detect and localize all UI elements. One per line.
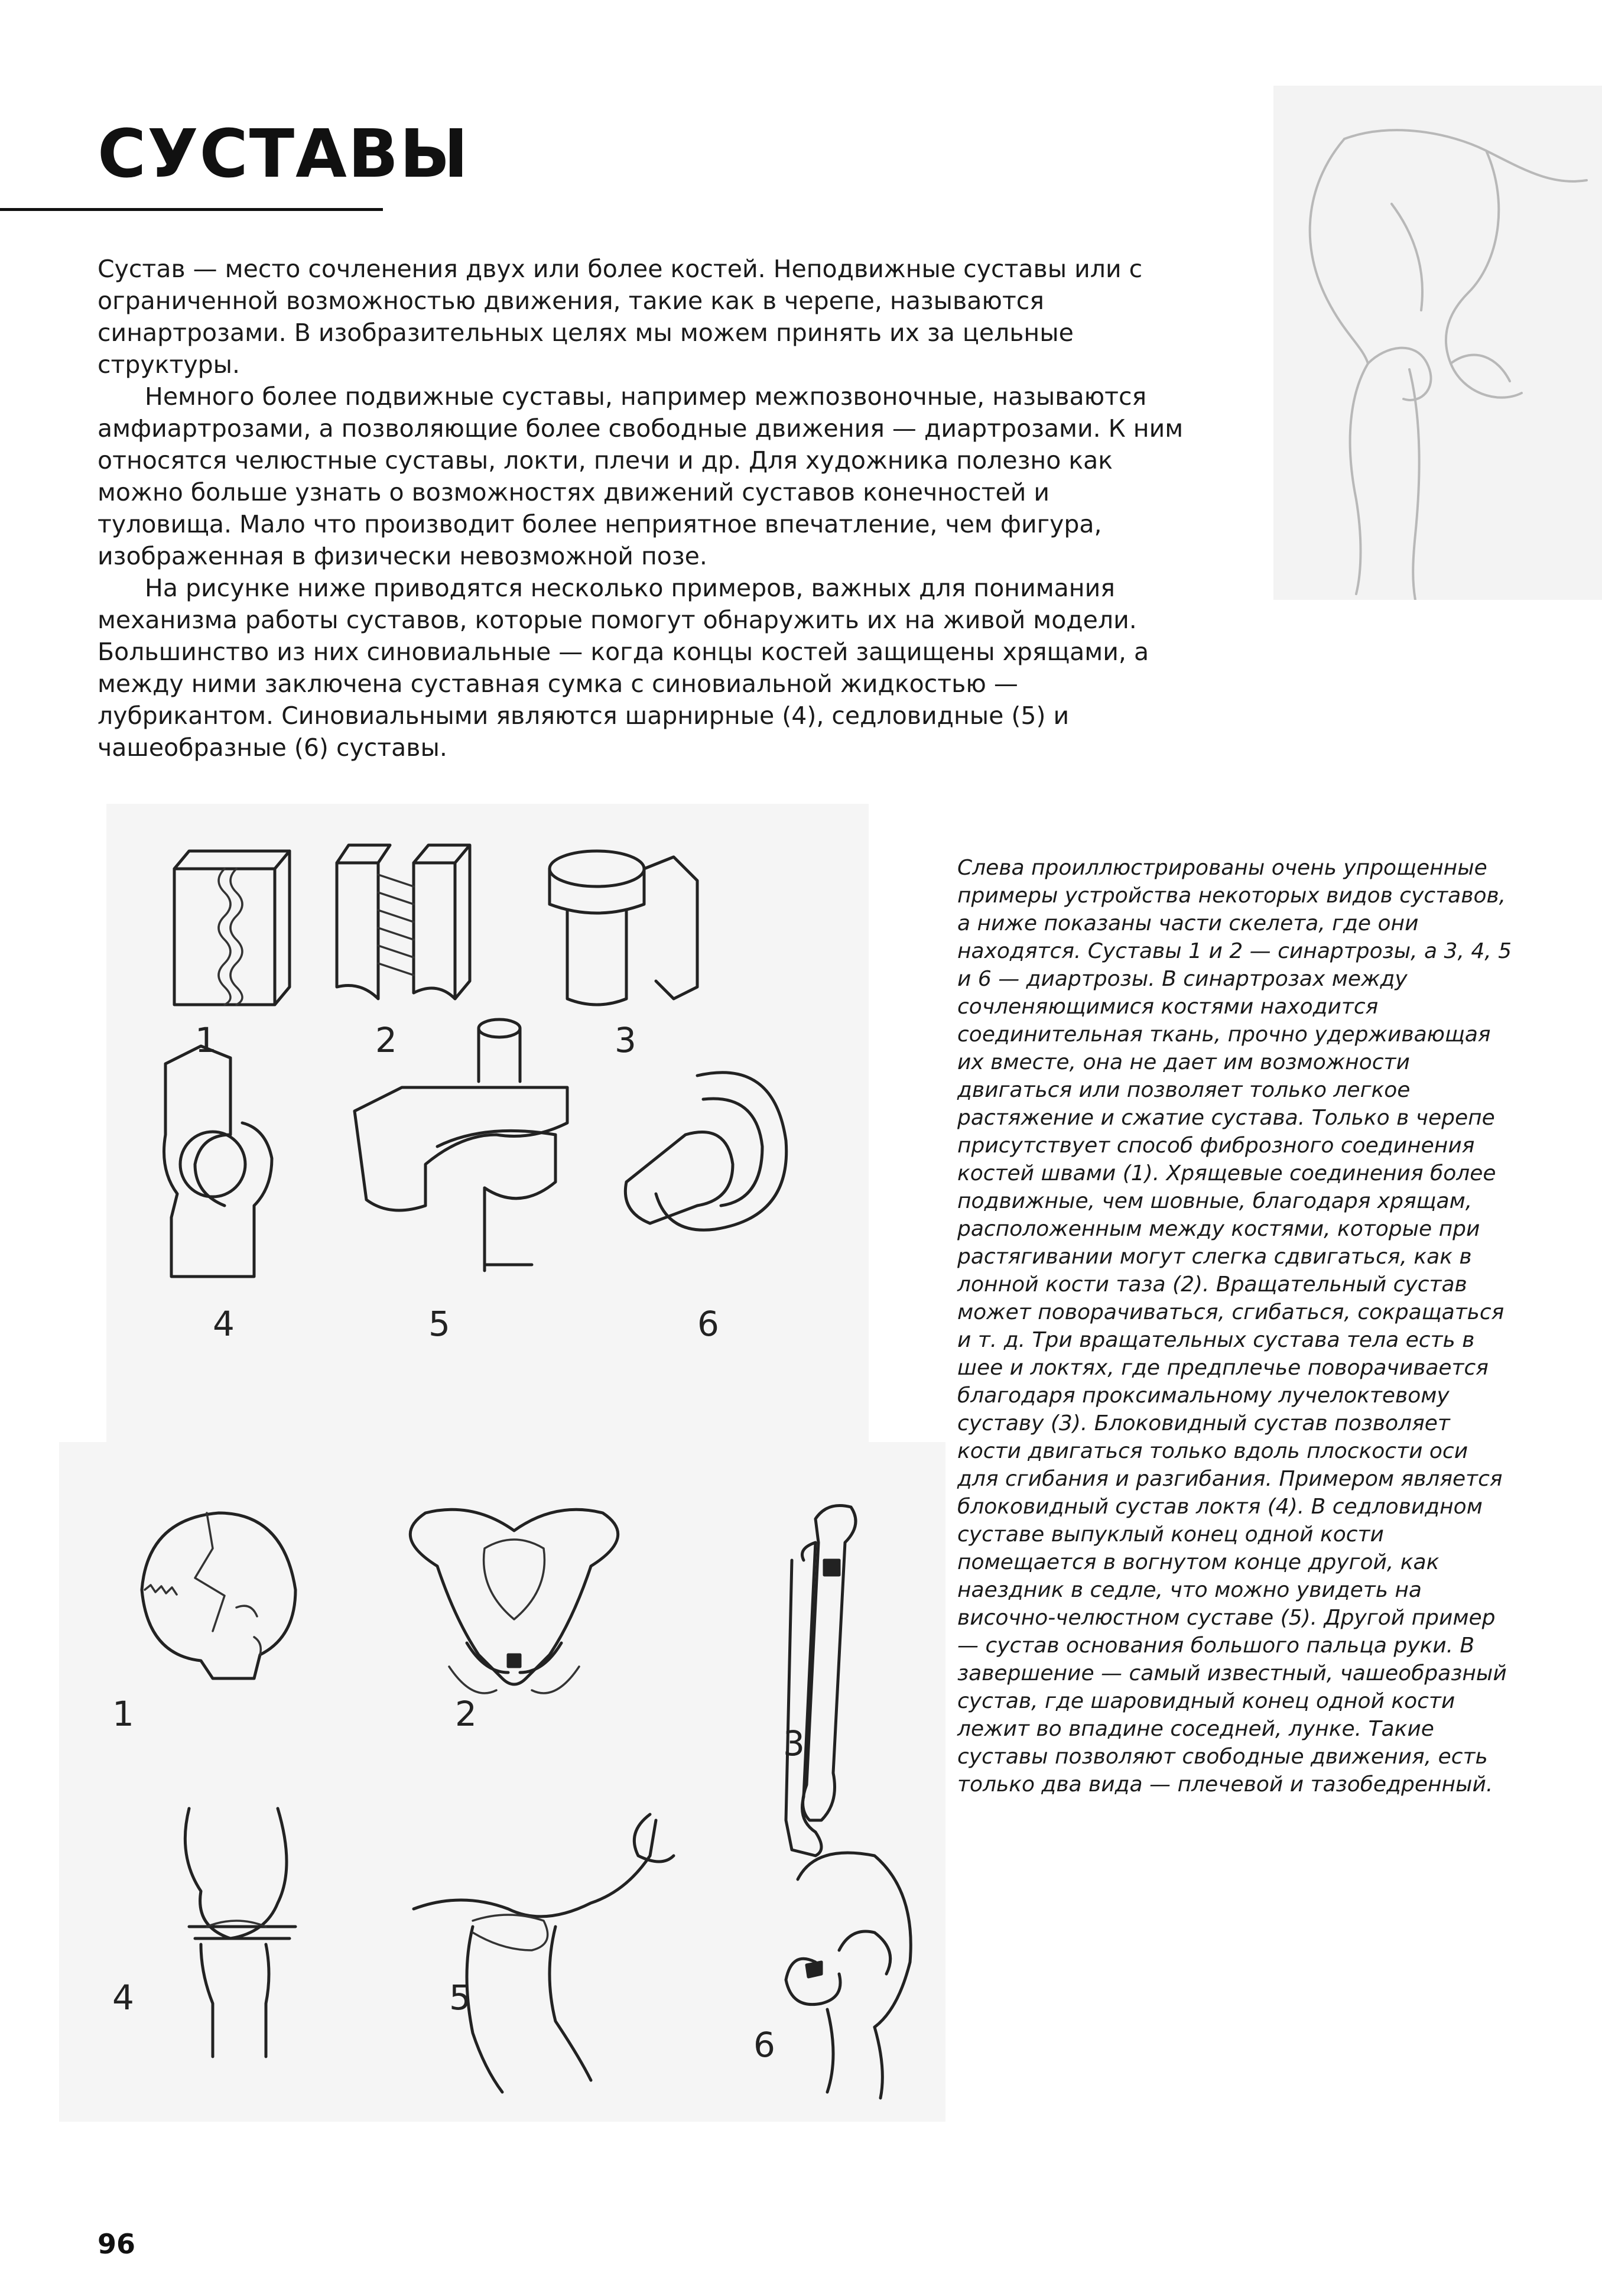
figure-caption: Слева проиллюстрированы очень упрощенные примеры устройства некоторых видов суставов, а ниже показаны части скелета, где они находятся. Суставы 1 и 2 — синартрозы, а 3, 4, 5 и 6 — диартрозы. В синартрозах между сочленяющимися костями находится соединительная ткань, прочно удерживающая их вместе, она не дает им возможности двигаться или позволяет только легкое растяжение и сжатие сустава. Только в черепе присутствует способ фиброзного соединения костей швами (1). Хрящевые соединения более подвижные, чем шовные, благодаря хрящам, расположенным между костями, которые при растягивании могут слегка сдвигаться, как в лонной кости таза (2). Вращательный сустав может поворачиваться, сгибаться, сокращаться и т. д. Три вращательных сустава тела есть в шее и локтях, где предплечье поворачивается благодаря проксимальному лучелоктевому суставу (3). Блоковидный сустав позволяет кости двигаться только вдоль плоскости оси для сгибания и разгибания. Примером является блоковидный сустав локтя (4). В седловидном суставе выпуклый конец одной кости помещается в вогнутом конце другой, как наездник в седле, что можно увидеть на височно-челюстном суставе (5). Другой пример — сустав основания большого пальца руки. В завершение — самый известный, чашеобразный сустав, где шаровидный конец одной кости лежит во впадине соседней, лунке. Такие суставы позволяют свободные движения, есть только два вида — плечевой и тазобедренный. [957,856,1512,1797]
model-label: 3 [615,1020,636,1060]
model-label: 6 [697,1304,719,1344]
skeleton-label: 5 [449,1977,471,2018]
skeleton-label: 2 [455,1694,477,1734]
model-label: 4 [213,1304,235,1344]
corner-pelvis-sketch [1273,86,1602,600]
intro-paragraph: Немного более подвижные суставы, например межпозвоночные, называются амфиартрозами, а позволяющие более свободные движения — диартрозами. К ним относятся челюстные суставы, локти, плечи и др. Для художника полезно как можно больше узнать о возможностях движений суставов конечностей и туловища. Мало что производит более неприятное впечатление, чем фигура, изображенная в физически невозможной позе. [98,382,1184,570]
model-label: 5 [428,1304,450,1344]
joint-models-drawing [106,804,869,1442]
pivot-cylinder-model [550,851,697,1005]
knee-joint-sketch [185,1808,295,2057]
cartilage-block-model [337,845,470,999]
corner-pelvis-drawing [1273,86,1602,600]
intro-paragraph: Сустав — место сочленения двух или более костей. Неподвижные суставы или с ограниченной возможностью движения, такие как в черепе, называются синартрозами. В изобразительных целях мы можем принять их за цельные структуры. [98,255,1143,379]
suture-block-model [174,851,290,1005]
pelvis-sketch [410,1509,618,1693]
jaw-joint-sketch [414,1814,674,2092]
page-number: 96 [98,2228,136,2260]
skeleton-label: 4 [112,1977,134,2018]
page-title: СУСТАВЫ [98,116,470,193]
ball-socket-joint-model [625,1073,786,1230]
model-label: 2 [375,1020,397,1060]
skeleton-parts-figure [59,1442,945,2122]
hip-joint-sketch [786,1853,911,2098]
skeleton-label: 3 [783,1723,805,1764]
skull-sketch [142,1513,295,1678]
forearm-bones-sketch [786,1506,856,1856]
title-rule [0,208,383,211]
model-label: 1 [195,1020,217,1060]
hinge-joint-model [164,1046,272,1277]
joint-models-figure [106,804,869,1442]
intro-text [98,253,1185,764]
skeleton-parts-drawing [59,1442,945,2122]
skeleton-label: 1 [112,1694,134,1734]
intro-paragraph: На рисунке ниже приводятся несколько примеров, важных для понимания механизма работы суставов, которые помогут обнаружить их на живой модели. Большинство из них синовиальные — когда концы костей защищены хрящами, а между ними заключена суставная сумка с синовиальной жидкостью — лубрикантом. Синовиальными являются шарнирные (4), седловидные (5) и чашеобразные (6) суставы. [98,574,1149,762]
skeleton-label: 6 [753,2025,775,2065]
